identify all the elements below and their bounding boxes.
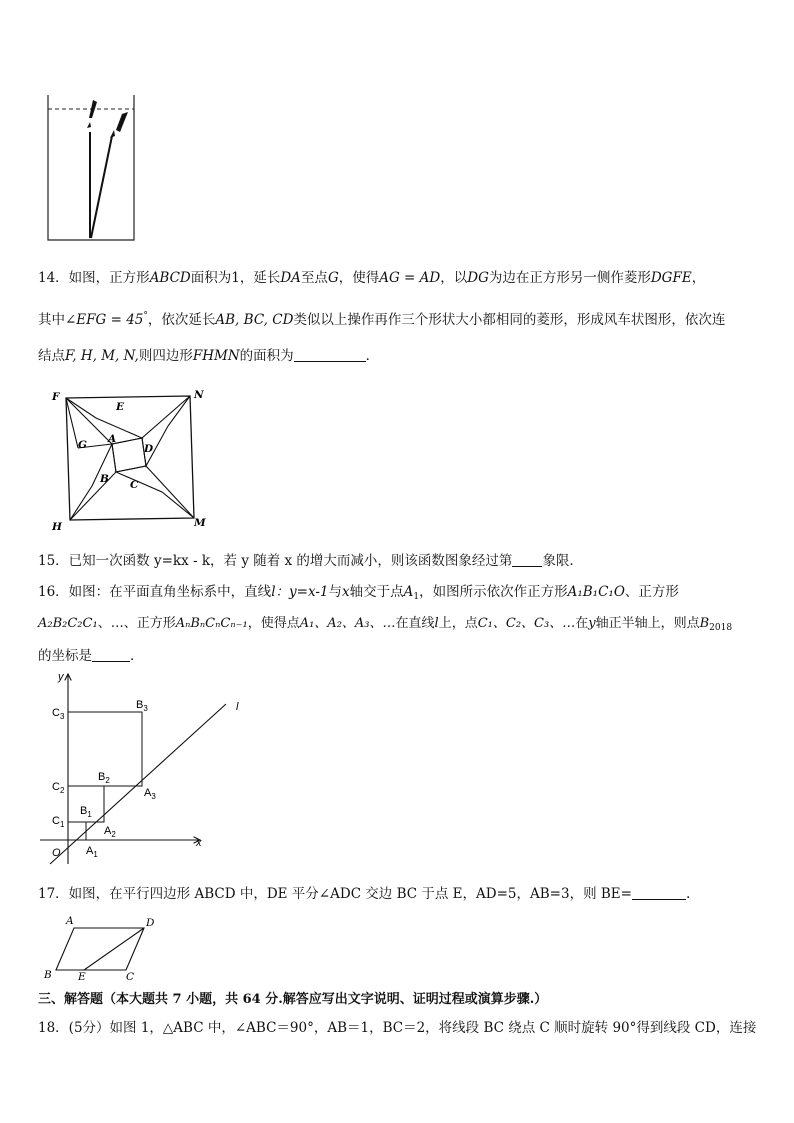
top-figure [44, 92, 140, 244]
q14-abcd: ABCD [149, 270, 191, 286]
label-y: y [58, 671, 64, 683]
q14-text: 14．如图，正方形 [38, 270, 150, 286]
section3-note: （本大题共 7 小题，共 64 分.解答应写出文字说明、证明过程或演算步骤.） [103, 992, 548, 1007]
q14-dg: DG [467, 270, 489, 286]
label-e: E [78, 971, 86, 983]
q14-text: 则四边形 [138, 348, 193, 364]
q14-text: ． [365, 348, 380, 364]
q15-text: 15．已知一次函数 y=kx - k，若 y 随着 x 的增大而减小，则该函数图象经过第 [38, 553, 513, 569]
q15 [38, 551, 758, 571]
q16-text: ． [130, 648, 144, 664]
parallelogram-figure [40, 912, 170, 984]
q17-text: . [685, 886, 691, 902]
q14-fhmn: FHMN [192, 348, 240, 364]
q14-angle: ∠EFG = 45 [65, 312, 144, 328]
q16-l: l [271, 584, 276, 600]
q16-sq2: A₂B₂C₂C₁ [38, 616, 98, 631]
label-o: O [52, 847, 61, 859]
label-m: M [194, 517, 206, 529]
q16-line1 [38, 582, 758, 607]
label-d: D [146, 917, 155, 929]
q16-sq1: A₁B₁C₁O [567, 584, 625, 600]
label-x: x [196, 837, 202, 849]
q16-text: ，使得点 [247, 616, 300, 631]
q16-text: 上，点 [438, 616, 478, 631]
label-b1: $B_1$ [80, 805, 92, 819]
q14-text: 结点 [38, 348, 65, 364]
q17-text: 17．如图，在平行四边形 ABCD 中，DE 平分∠ADC 交边 BC 于点 E，AD=5，AB=3，则 BE= [38, 886, 632, 902]
label-c: C [126, 971, 135, 983]
q14-text: ， [691, 270, 706, 286]
q16-text: 轴正半轴上，则点 [595, 616, 700, 631]
q16-b: B [699, 616, 710, 631]
q14-text: 面积为1，延长 [190, 270, 281, 286]
q16-line3 [38, 646, 758, 666]
q16-text: 、…、正方形 [97, 616, 176, 631]
q16-l: l [434, 616, 439, 631]
pinwheel-figure [44, 386, 214, 534]
stem-right-head [116, 112, 128, 132]
label-a: A [66, 915, 74, 927]
q14-text: 其中 [38, 312, 65, 328]
q16-as: A₁、A₂、A₃、… [299, 616, 396, 631]
label-n: N [194, 389, 204, 401]
label-c1: $C_1$ [52, 815, 65, 829]
stem-right [91, 136, 112, 238]
q15-text: 象限． [542, 553, 583, 569]
q16-text: 轴交于点 [349, 584, 404, 600]
q16-sqn: AₙBₙCₙCₙ₋₁ [175, 616, 248, 631]
label-d: D [144, 443, 154, 455]
q14-text: ，使得 [338, 270, 380, 286]
label-h: H [52, 521, 62, 533]
q14-dgfe: DGFE [650, 270, 692, 286]
q16-x: x [341, 584, 350, 600]
label-l: l [236, 701, 239, 713]
rhombus-top [66, 398, 142, 444]
rhombus-bottom [116, 466, 194, 518]
parallelogram-abcd [56, 928, 144, 970]
rhombus-right [142, 396, 190, 466]
q14-sides: AB, BC, CD [215, 312, 294, 328]
q18-text: 18．(5分）如图 1，△ABC 中，∠ABC＝90°，AB＝1，BC＝2，将线段 BC 绕点 C 顺时旋转 90°得到线段 CD，连接 [38, 1020, 757, 1036]
square-fhmn [66, 396, 194, 520]
label-b3: $B_3$ [136, 699, 148, 713]
q16-text: 在 [575, 616, 589, 631]
q14-text: 至点 [300, 270, 328, 286]
q16-y: y [588, 616, 596, 631]
stem-right-leaf [110, 130, 115, 138]
q14-eq: AG = AD [379, 270, 441, 286]
rhombus-left [70, 444, 116, 520]
q14-degree: ° [143, 311, 148, 321]
label-a1: $A_1$ [86, 845, 98, 859]
answer-blank-q15[interactable] [512, 552, 542, 567]
coordinate-figure [40, 668, 250, 866]
q16-a1: A [403, 584, 414, 600]
label-b: B [44, 969, 52, 981]
q14-line2 [38, 306, 758, 330]
q16-text: ，如图所示依次作正方形 [419, 584, 568, 600]
q14-text: ，以 [440, 270, 468, 286]
q14-line3 [38, 346, 758, 366]
q16-text: 与 [328, 584, 342, 600]
q17 [38, 884, 758, 904]
label-g: G [78, 439, 87, 451]
section3-title: 三、解答题 [38, 992, 104, 1007]
q14-text: 为边在正方形另一侧作菱形 [488, 270, 651, 286]
q16-eq: ：y=x-1 [275, 584, 329, 600]
q16-text: 、正方形 [624, 584, 679, 600]
q14-line1 [38, 268, 758, 288]
answer-blank-q17[interactable] [632, 885, 686, 900]
q16-text: 16．如图：在平面直角坐标系中，直线 [38, 584, 272, 600]
stem-left-leaf [87, 122, 91, 128]
section3-heading [38, 990, 758, 1010]
label-e: E [116, 401, 125, 413]
q16-b-sub: 2018 [709, 623, 733, 633]
q16-line2 [38, 614, 758, 638]
q16-text: 在直线 [395, 616, 435, 631]
label-b: B [100, 473, 109, 485]
q16-cs: C₁、C₂、C₃、… [477, 616, 576, 631]
q16-text: 的坐标是 [38, 648, 92, 664]
label-a2: $A_2$ [104, 825, 116, 839]
square-1 [68, 822, 86, 840]
q14-da: DA [280, 270, 301, 286]
label-a: A [108, 433, 117, 445]
q16-a1-sub: 1 [413, 592, 420, 602]
q14-g: G [327, 270, 339, 286]
q14-text: 的面积为 [239, 348, 294, 364]
q14-points: F, H, M, N, [65, 348, 139, 364]
q14-text: ，依次延长 [147, 312, 216, 328]
q18 [38, 1018, 758, 1038]
label-f: F [52, 391, 60, 403]
label-c3: $C_3$ [52, 707, 65, 721]
label-c: C [130, 479, 139, 491]
answer-blank-q16[interactable] [92, 647, 130, 662]
label-b2: $B_2$ [98, 771, 110, 785]
label-a3: $A_3$ [144, 787, 156, 801]
answer-blank-q14[interactable] [294, 347, 366, 362]
label-c2: $C_2$ [52, 781, 65, 795]
q14-text: 类似以上操作再作三个形状大小都相同的菱形，形成风车状图形，依次连 [293, 312, 726, 328]
